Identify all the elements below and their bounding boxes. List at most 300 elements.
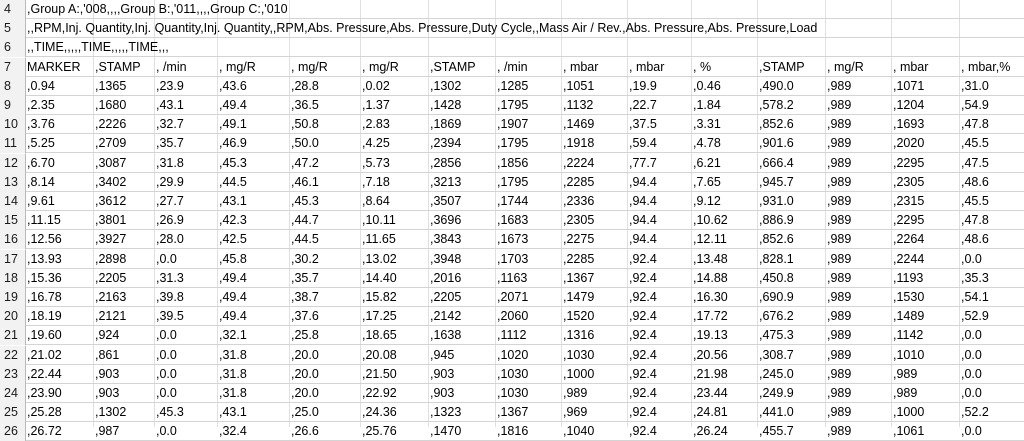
cell[interactable]: ,47.8 xyxy=(961,213,989,227)
cell[interactable]: ,0.0 xyxy=(156,386,177,400)
cell[interactable]: ,3696 xyxy=(430,213,462,227)
cell[interactable]: ,987 xyxy=(95,424,120,438)
cell[interactable]: ,20.56 xyxy=(693,348,728,362)
cell[interactable]: ,2205 xyxy=(95,271,127,285)
cell[interactable]: ,1683 xyxy=(497,213,529,227)
cell[interactable]: ,903 xyxy=(95,367,120,381)
cell[interactable]: ,45.5 xyxy=(961,194,989,208)
cell[interactable]: ,46.9 xyxy=(219,136,247,150)
cell[interactable]: ,1367 xyxy=(563,271,595,285)
cell[interactable]: ,828.1 xyxy=(759,252,794,266)
cell[interactable]: ,931.0 xyxy=(759,194,794,208)
cell[interactable]: ,31.8 xyxy=(156,156,184,170)
cell[interactable]: ,2016 xyxy=(430,271,462,285)
row-number[interactable]: 18 xyxy=(0,269,26,288)
cell[interactable]: ,24.36 xyxy=(362,405,397,419)
cell[interactable]: ,38.7 xyxy=(291,290,319,304)
cell[interactable]: ,989 xyxy=(827,271,852,285)
cell[interactable]: ,886.9 xyxy=(759,213,794,227)
cell[interactable]: ,45.3 xyxy=(219,156,247,170)
cell[interactable]: ,1030 xyxy=(497,386,529,400)
cell[interactable]: ,3843 xyxy=(430,232,462,246)
cell[interactable]: ,28.0 xyxy=(156,232,184,246)
cell[interactable]: ,0.46 xyxy=(693,79,721,93)
cell[interactable]: ,1856 xyxy=(497,156,529,170)
cell[interactable]: ,0.0 xyxy=(156,424,177,438)
cell[interactable]: ,989 xyxy=(827,252,852,266)
cell[interactable]: ,49.4 xyxy=(219,271,247,285)
cell[interactable]: ,852.6 xyxy=(759,232,794,246)
cell[interactable]: ,578.2 xyxy=(759,98,794,112)
cell[interactable]: ,2142 xyxy=(430,309,462,323)
row-number[interactable]: 22 xyxy=(0,346,26,365)
cell[interactable]: ,10.11 xyxy=(362,213,396,227)
cell[interactable]: ,3087 xyxy=(95,156,127,170)
cell[interactable]: ,455.7 xyxy=(759,424,794,438)
cell[interactable]: ,3.31 xyxy=(693,117,721,131)
cell[interactable]: ,2394 xyxy=(430,136,462,150)
row-number[interactable]: 23 xyxy=(0,365,26,384)
cell[interactable]: ,48.6 xyxy=(961,232,989,246)
cell[interactable]: ,0.0 xyxy=(961,367,982,381)
cell[interactable]: ,STAMP xyxy=(759,60,805,74)
cell[interactable]: ,1367 xyxy=(497,405,529,419)
cell[interactable]: ,2205 xyxy=(430,290,462,304)
cell[interactable]: ,39.8 xyxy=(156,290,184,304)
cell[interactable]: ,59.4 xyxy=(629,136,657,150)
cell[interactable]: ,2275 xyxy=(563,232,595,246)
cell[interactable]: ,15.82 xyxy=(362,290,397,304)
cell[interactable]: , /min xyxy=(497,60,528,74)
cell[interactable]: ,3402 xyxy=(95,175,127,189)
row-number[interactable]: 10 xyxy=(0,115,26,134)
cell[interactable]: ,1163 xyxy=(497,271,528,285)
cell[interactable]: ,6.70 xyxy=(27,156,55,170)
cell[interactable]: ,1061 xyxy=(893,424,925,438)
cell[interactable]: ,2060 xyxy=(497,309,529,323)
cell[interactable]: ,2898 xyxy=(95,252,127,266)
cell[interactable]: ,49.4 xyxy=(219,309,247,323)
cell[interactable]: ,22.44 xyxy=(27,367,62,381)
cell[interactable]: ,1316 xyxy=(563,328,595,342)
cell[interactable]: ,44.5 xyxy=(291,232,319,246)
cell[interactable]: ,1302 xyxy=(95,405,127,419)
row-number[interactable]: 4 xyxy=(0,0,26,19)
cell[interactable]: ,1680 xyxy=(95,98,127,112)
cell[interactable]: ,1520 xyxy=(563,309,595,323)
cell[interactable]: , mg/R xyxy=(291,60,328,74)
cell[interactable]: , % xyxy=(693,60,712,74)
cell[interactable]: ,3801 xyxy=(95,213,127,227)
cell[interactable]: ,676.2 xyxy=(759,309,794,323)
cell[interactable]: ,31.8 xyxy=(219,386,247,400)
cell[interactable]: ,2264 xyxy=(893,232,925,246)
cell[interactable]: ,43.6 xyxy=(219,79,247,93)
cell[interactable]: ,31.0 xyxy=(961,79,989,93)
cell[interactable]: ,8.64 xyxy=(362,194,390,208)
cell[interactable]: ,92.4 xyxy=(629,290,657,304)
cell[interactable]: ,989 xyxy=(893,367,918,381)
cell[interactable]: , mbar,% xyxy=(961,60,1011,74)
cell[interactable]: ,0.0 xyxy=(961,386,982,400)
cell[interactable]: ,9.61 xyxy=(27,194,55,208)
cell[interactable]: ,52.9 xyxy=(961,309,989,323)
cell[interactable]: ,STAMP xyxy=(95,60,141,74)
cell[interactable]: ,245.0 xyxy=(759,367,794,381)
cell[interactable]: ,23.90 xyxy=(27,386,62,400)
cell[interactable]: ,903 xyxy=(430,386,455,400)
cell[interactable]: ,92.4 xyxy=(629,386,657,400)
cell[interactable]: ,24.81 xyxy=(693,405,728,419)
cell[interactable]: ,0.94 xyxy=(27,79,55,93)
cell[interactable]: ,13.02 xyxy=(362,252,397,266)
row-number[interactable]: 6 xyxy=(0,38,26,57)
cell[interactable]: ,1323 xyxy=(430,405,462,419)
cell[interactable]: ,20.08 xyxy=(362,348,397,362)
row-number[interactable]: 20 xyxy=(0,307,26,326)
cell[interactable]: ,45.3 xyxy=(291,194,319,208)
cell[interactable]: ,31.3 xyxy=(156,271,184,285)
cell[interactable]: ,31.8 xyxy=(219,367,247,381)
cell[interactable]: ,77.7 xyxy=(629,156,657,170)
cell[interactable]: ,Group A:,'008,,,,Group B:,'011,,,,Group C:,'010 xyxy=(27,2,288,16)
cell[interactable]: ,2709 xyxy=(95,136,127,150)
cell[interactable]: ,475.3 xyxy=(759,328,794,342)
cell[interactable]: ,0.0 xyxy=(156,252,177,266)
cell[interactable]: ,22.92 xyxy=(362,386,397,400)
cell[interactable]: ,852.6 xyxy=(759,117,794,131)
cell[interactable]: ,19.9 xyxy=(629,79,657,93)
cell[interactable]: ,39.5 xyxy=(156,309,184,323)
cell[interactable]: ,3213 xyxy=(430,175,462,189)
cell[interactable]: ,989 xyxy=(827,405,852,419)
cell[interactable]: ,1428 xyxy=(430,98,462,112)
row-number[interactable]: 7 xyxy=(0,58,26,77)
cell[interactable]: ,21.50 xyxy=(362,367,397,381)
cell[interactable]: ,945 xyxy=(430,348,455,362)
cell[interactable]: ,989 xyxy=(827,367,852,381)
cell[interactable]: ,7.18 xyxy=(362,175,390,189)
cell[interactable]: ,989 xyxy=(827,98,852,112)
cell[interactable]: ,903 xyxy=(95,386,120,400)
cell[interactable]: ,441.0 xyxy=(759,405,794,419)
cell[interactable]: ,989 xyxy=(827,424,852,438)
cell[interactable]: ,989 xyxy=(827,117,852,131)
cell[interactable]: ,1530 xyxy=(893,290,925,304)
cell[interactable]: ,11.15 xyxy=(27,213,61,227)
cell[interactable]: ,1040 xyxy=(563,424,595,438)
cell[interactable]: ,50.8 xyxy=(291,117,319,131)
cell[interactable]: , mbar xyxy=(893,60,929,74)
cell[interactable]: ,30.2 xyxy=(291,252,319,266)
cell[interactable]: ,0.0 xyxy=(961,252,982,266)
cell[interactable]: ,3507 xyxy=(430,194,462,208)
cell[interactable]: ,47.5 xyxy=(961,156,989,170)
cell[interactable]: ,2244 xyxy=(893,252,925,266)
cell[interactable]: ,92.4 xyxy=(629,348,657,362)
cell[interactable]: ,2121 xyxy=(95,309,127,323)
cell[interactable]: ,94.4 xyxy=(629,232,657,246)
cell[interactable]: ,14.40 xyxy=(362,271,397,285)
cell[interactable]: ,4.78 xyxy=(693,136,721,150)
cell[interactable]: ,1000 xyxy=(563,367,595,381)
cell[interactable]: ,25.0 xyxy=(291,405,319,419)
cell[interactable]: ,15.36 xyxy=(27,271,62,285)
cell[interactable]: ,969 xyxy=(563,405,588,419)
cell[interactable]: ,1000 xyxy=(893,405,925,419)
cell[interactable]: ,16.30 xyxy=(693,290,728,304)
cell[interactable]: ,0.0 xyxy=(156,367,177,381)
cell[interactable]: ,22.7 xyxy=(629,98,657,112)
cell[interactable]: ,7.65 xyxy=(693,175,721,189)
cell[interactable]: ,861 xyxy=(95,348,120,362)
cell[interactable]: ,2020 xyxy=(893,136,925,150)
cell[interactable]: ,8.14 xyxy=(27,175,55,189)
cell[interactable]: ,13.93 xyxy=(27,252,62,266)
cell[interactable]: , mbar xyxy=(629,60,665,74)
cell[interactable]: ,9.12 xyxy=(693,194,721,208)
row-number[interactable]: 26 xyxy=(0,422,26,441)
cell[interactable]: ,2.35 xyxy=(27,98,55,112)
cell[interactable]: ,43.1 xyxy=(219,405,247,419)
cell[interactable]: ,2224 xyxy=(563,156,595,170)
row-number[interactable]: 5 xyxy=(0,19,26,38)
cell[interactable]: ,21.98 xyxy=(693,367,728,381)
cell[interactable]: ,23.44 xyxy=(693,386,728,400)
cell[interactable]: ,92.4 xyxy=(629,328,657,342)
cell[interactable]: ,6.21 xyxy=(693,156,721,170)
cell[interactable]: ,989 xyxy=(827,136,852,150)
cell[interactable]: MARKER xyxy=(27,60,81,74)
cell[interactable]: ,989 xyxy=(827,175,852,189)
row-number[interactable]: 24 xyxy=(0,384,26,403)
cell[interactable]: ,989 xyxy=(827,156,852,170)
cell[interactable]: ,1010 xyxy=(893,348,925,362)
cell[interactable]: ,308.7 xyxy=(759,348,794,362)
cell[interactable]: ,1907 xyxy=(497,117,529,131)
cell[interactable]: ,0.0 xyxy=(961,424,982,438)
cell[interactable]: ,1071 xyxy=(893,79,925,93)
cell[interactable]: ,1479 xyxy=(563,290,595,304)
cell[interactable]: ,23.9 xyxy=(156,79,184,93)
cell[interactable]: ,49.4 xyxy=(219,98,247,112)
cell[interactable]: ,45.5 xyxy=(961,136,989,150)
cell[interactable]: ,924 xyxy=(95,328,120,342)
cell[interactable]: ,1469 xyxy=(563,117,595,131)
cell[interactable]: ,989 xyxy=(827,79,852,93)
cell[interactable]: ,47.2 xyxy=(291,156,319,170)
cell[interactable]: ,3612 xyxy=(95,194,127,208)
cell[interactable]: ,2226 xyxy=(95,117,127,131)
cell[interactable]: ,1020 xyxy=(497,348,529,362)
cell[interactable]: ,44.5 xyxy=(219,175,247,189)
cell[interactable]: ,2295 xyxy=(893,156,925,170)
cell[interactable]: ,1051 xyxy=(563,79,595,93)
cell[interactable]: , mg/R xyxy=(362,60,399,74)
cell[interactable]: ,0.0 xyxy=(156,348,177,362)
cell[interactable]: ,989 xyxy=(893,386,918,400)
cell[interactable]: ,2163 xyxy=(95,290,127,304)
row-number[interactable]: 8 xyxy=(0,77,26,96)
cell[interactable]: ,35.7 xyxy=(291,271,319,285)
cell[interactable]: ,5.73 xyxy=(362,156,390,170)
cell[interactable]: ,1204 xyxy=(893,98,925,112)
cell[interactable]: ,12.56 xyxy=(27,232,62,246)
cell[interactable]: ,10.62 xyxy=(693,213,728,227)
cell[interactable]: ,2856 xyxy=(430,156,462,170)
row-number[interactable]: 17 xyxy=(0,250,26,269)
cell[interactable]: ,1.84 xyxy=(693,98,721,112)
row-number[interactable]: 14 xyxy=(0,192,26,211)
row-number[interactable]: 13 xyxy=(0,173,26,192)
cell[interactable]: ,47.8 xyxy=(961,117,989,131)
row-number[interactable]: 12 xyxy=(0,154,26,173)
cell[interactable]: ,49.1 xyxy=(219,117,247,131)
cell[interactable]: ,903 xyxy=(430,367,455,381)
cell[interactable]: ,1285 xyxy=(497,79,529,93)
cell[interactable]: ,3.76 xyxy=(27,117,55,131)
cell[interactable]: ,1470 xyxy=(430,424,462,438)
cell[interactable]: ,1693 xyxy=(893,117,925,131)
cell[interactable]: ,0.0 xyxy=(961,328,982,342)
cell[interactable]: ,1638 xyxy=(430,328,462,342)
row-number[interactable]: 21 xyxy=(0,326,26,345)
cell[interactable]: ,1744 xyxy=(497,194,529,208)
cell[interactable]: ,1030 xyxy=(563,348,595,362)
cell[interactable]: ,26.24 xyxy=(693,424,728,438)
cell[interactable]: ,16.78 xyxy=(27,290,62,304)
cell[interactable]: ,1030 xyxy=(497,367,529,381)
cell[interactable]: ,1869 xyxy=(430,117,462,131)
cell[interactable]: ,1918 xyxy=(563,136,595,150)
cell[interactable]: , mbar xyxy=(563,60,599,74)
cell[interactable]: ,666.4 xyxy=(759,156,794,170)
cell[interactable]: ,32.4 xyxy=(219,424,247,438)
cell[interactable]: ,2.83 xyxy=(362,117,390,131)
cell[interactable]: ,0.0 xyxy=(156,328,177,342)
cell[interactable]: ,54.9 xyxy=(961,98,989,112)
cell[interactable]: ,5.25 xyxy=(27,136,55,150)
cell[interactable]: ,28.8 xyxy=(291,79,319,93)
cell[interactable]: ,27.7 xyxy=(156,194,184,208)
cell[interactable]: ,989 xyxy=(827,290,852,304)
cell[interactable]: ,37.5 xyxy=(629,117,657,131)
cell[interactable]: ,94.4 xyxy=(629,175,657,189)
cell[interactable]: ,29.9 xyxy=(156,175,184,189)
cell[interactable]: ,17.72 xyxy=(693,309,728,323)
cell[interactable]: ,14.88 xyxy=(693,271,728,285)
cell[interactable]: ,3927 xyxy=(95,232,127,246)
cell[interactable]: ,1795 xyxy=(497,175,529,189)
cell[interactable]: ,43.1 xyxy=(156,98,184,112)
cell[interactable]: ,1795 xyxy=(497,136,529,150)
cell[interactable]: ,36.5 xyxy=(291,98,319,112)
cell[interactable]: ,989 xyxy=(827,194,852,208)
cell[interactable]: ,92.4 xyxy=(629,424,657,438)
cell[interactable]: ,989 xyxy=(563,386,588,400)
cell[interactable]: ,94.4 xyxy=(629,213,657,227)
row-number[interactable]: 11 xyxy=(0,134,26,153)
cell[interactable]: ,1302 xyxy=(430,79,462,93)
cell[interactable]: ,21.02 xyxy=(27,348,62,362)
cell[interactable]: ,92.4 xyxy=(629,252,657,266)
cell[interactable]: ,20.0 xyxy=(291,348,319,362)
cell[interactable]: ,25.28 xyxy=(27,405,62,419)
cell[interactable]: ,19.60 xyxy=(27,328,62,342)
cell[interactable]: ,,RPM,Inj. Quantity,Inj. Quantity,Inj. Quantity,,RPM,Abs. Pressure,Abs. Pressure,Duty Cycle,,Mass Air / Rev.,Abs. Pressure,Abs. Pressure,Load xyxy=(27,21,818,35)
row-number[interactable]: 19 xyxy=(0,288,26,307)
cell[interactable]: ,2285 xyxy=(563,175,595,189)
cell[interactable]: ,18.65 xyxy=(362,328,397,342)
cell[interactable]: ,20.0 xyxy=(291,386,319,400)
cell[interactable]: ,54.1 xyxy=(961,290,989,304)
cell[interactable]: ,989 xyxy=(827,328,852,342)
cell[interactable]: , mg/R xyxy=(827,60,864,74)
cell[interactable]: ,249.9 xyxy=(759,386,794,400)
cell[interactable]: ,17.25 xyxy=(362,309,397,323)
cell[interactable]: ,1365 xyxy=(95,79,127,93)
cell[interactable]: ,26.6 xyxy=(291,424,319,438)
cell[interactable]: ,4.25 xyxy=(362,136,390,150)
cell[interactable]: ,94.4 xyxy=(629,194,657,208)
cell[interactable]: ,2305 xyxy=(893,175,925,189)
cell[interactable]: ,STAMP xyxy=(430,60,476,74)
row-number[interactable]: 25 xyxy=(0,403,26,422)
cell[interactable]: ,2315 xyxy=(893,194,925,208)
cell[interactable]: ,92.4 xyxy=(629,367,657,381)
cell[interactable]: ,1.37 xyxy=(362,98,390,112)
cell[interactable]: ,3948 xyxy=(430,252,462,266)
cell[interactable]: ,26.9 xyxy=(156,213,184,227)
cell[interactable]: ,50.0 xyxy=(291,136,319,150)
cell[interactable]: ,31.8 xyxy=(219,348,247,362)
cell[interactable]: ,945.7 xyxy=(759,175,794,189)
cell[interactable]: ,989 xyxy=(827,232,852,246)
cell[interactable]: ,45.3 xyxy=(156,405,184,419)
cell[interactable]: ,2285 xyxy=(563,252,595,266)
cell[interactable]: ,1673 xyxy=(497,232,529,246)
cell[interactable]: ,1142 xyxy=(893,328,924,342)
cell[interactable]: ,35.3 xyxy=(961,271,989,285)
cell[interactable]: ,12.11 xyxy=(693,232,727,246)
cell[interactable]: ,32.1 xyxy=(219,328,247,342)
cell[interactable]: ,32.7 xyxy=(156,117,184,131)
cell[interactable]: ,18.19 xyxy=(27,309,62,323)
cell[interactable]: ,25.76 xyxy=(362,424,397,438)
cell[interactable]: ,901.6 xyxy=(759,136,794,150)
cell[interactable]: ,43.1 xyxy=(219,194,247,208)
cell[interactable]: ,25.8 xyxy=(291,328,319,342)
cell[interactable]: ,2071 xyxy=(497,290,529,304)
cell[interactable]: ,989 xyxy=(827,309,852,323)
cell[interactable]: ,989 xyxy=(827,348,852,362)
cell[interactable]: ,92.4 xyxy=(629,405,657,419)
cell[interactable]: ,37.6 xyxy=(291,309,319,323)
cell[interactable]: ,2295 xyxy=(893,213,925,227)
cell[interactable]: ,20.0 xyxy=(291,367,319,381)
cell[interactable]: ,1816 xyxy=(497,424,529,438)
cell[interactable]: ,,TIME,,,,,TIME,,,,,TIME,,, xyxy=(27,40,169,54)
row-number[interactable]: 9 xyxy=(0,96,26,115)
cell[interactable]: ,1703 xyxy=(497,252,529,266)
cell[interactable]: ,92.4 xyxy=(629,271,657,285)
cell[interactable]: ,2305 xyxy=(563,213,595,227)
cell[interactable]: ,45.8 xyxy=(219,252,247,266)
cell[interactable]: ,0.02 xyxy=(362,79,390,93)
cell[interactable]: ,2336 xyxy=(563,194,595,208)
cell[interactable]: ,42.3 xyxy=(219,213,247,227)
cell[interactable]: ,44.7 xyxy=(291,213,319,227)
